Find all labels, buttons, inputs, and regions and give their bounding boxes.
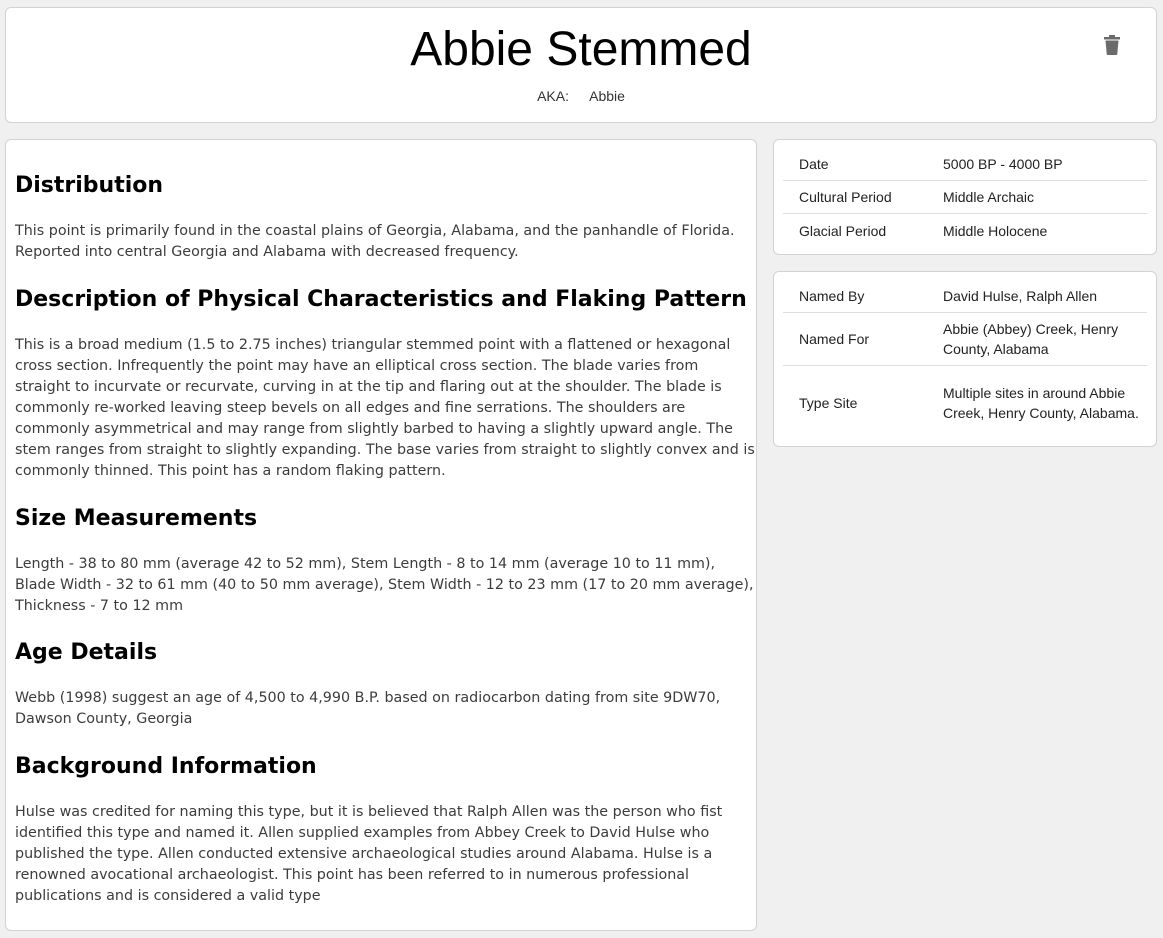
header-card xyxy=(5,7,1157,123)
background-heading: Background Information xyxy=(15,754,317,779)
description-heading: Description of Physical Characteristics and Flaking Pattern xyxy=(15,287,747,312)
size-measurements-text: Length - 38 to 80 mm (average 42 to 52 mm), Stem Length - 8 to 14 mm (average 10 to 11 mm), Blade Width - 32 to 61 mm (40 to 50 mm average), Stem Width - 12 to 23 mm (17 to 20 mm average), Thickness - 7 to 12 mm xyxy=(15,556,754,614)
info-value: Middle Holocene xyxy=(943,222,1048,239)
size-measurements-heading: Size Measurements xyxy=(15,506,258,531)
page-title: Abbie Stemmed xyxy=(410,23,752,76)
dates-card xyxy=(773,139,1157,255)
trash-icon xyxy=(1104,35,1120,55)
aka-row xyxy=(6,88,1156,104)
info-label: Cultural Period xyxy=(799,189,892,205)
delete-button[interactable] xyxy=(1101,32,1123,58)
aka-label: AKA: xyxy=(537,88,569,104)
background-text: Hulse was credited for naming this type, but it is believed that Ralph Allen was the person who fist identified this type and named it. Allen supplied examples from Abbey Creek to David Hulse who published the type. Allen conducted extensive archaeological studies around Alabama. Hulse is a renowned avocational archaeologist. This point has been referred to in numerous professional publications and is considered a valid type xyxy=(15,804,723,904)
description-card xyxy=(5,139,757,931)
named-for-row xyxy=(783,313,1147,366)
info-label: Named By xyxy=(799,288,865,304)
date-row xyxy=(783,148,1147,181)
info-label: Type Site xyxy=(799,394,858,411)
distribution-heading: Distribution xyxy=(15,173,164,198)
info-label: Date xyxy=(799,156,829,172)
naming-table xyxy=(783,280,1147,439)
info-value: David Hulse, Ralph Allen xyxy=(943,288,1098,304)
info-value: Multiple sites in around Abbie Creek, Henry County, Alabama. xyxy=(943,384,1139,421)
info-label: Named For xyxy=(799,331,870,347)
age-details-text: Webb (1998) suggest an age of 4,500 to 4,990 B.P. based on radiocarbon dating from site 9DW70, Dawson County, Georgia xyxy=(15,690,721,727)
aka-value: Abbie xyxy=(589,88,625,104)
info-label: Glacial Period xyxy=(799,222,887,239)
naming-card xyxy=(773,271,1157,447)
dates-table xyxy=(783,148,1147,247)
distribution-text: This point is primarily found in the coastal plains of Georgia, Alabama, and the panhandle of Florida. Reported into central Georgia and Alabama with decreased frequency. xyxy=(15,223,735,260)
glacial-period-row xyxy=(783,214,1147,247)
named-by-row xyxy=(783,280,1147,313)
info-value: Middle Archaic xyxy=(943,189,1035,205)
age-details-heading: Age Details xyxy=(15,640,158,665)
cultural-period-row xyxy=(783,181,1147,214)
description-text: This is a broad medium (1.5 to 2.75 inches) triangular stemmed point with a flattened or hexagonal cross section. Infrequently the point may have an elliptical cross section. The blade varies from straight to incurvate or recurvate, curving in at the tip and flaring out at the shoulder. The blade is commonly re-worked leaving steep bevels on all edges and fine serrations. The shoulders are commonly asymmetrical and may range from slightly barbed to having a slightly upward angle. The stem ranges from straight to slightly expanding. The base varies from straight to slightly convex and is commonly thinned. This point has a random flaking pattern. xyxy=(15,337,755,479)
info-value: 5000 BP - 4000 BP xyxy=(943,156,1063,172)
info-value: Abbie (Abbey) Creek, Henry County, Alabama xyxy=(943,321,1119,357)
type-site-row xyxy=(783,366,1147,439)
